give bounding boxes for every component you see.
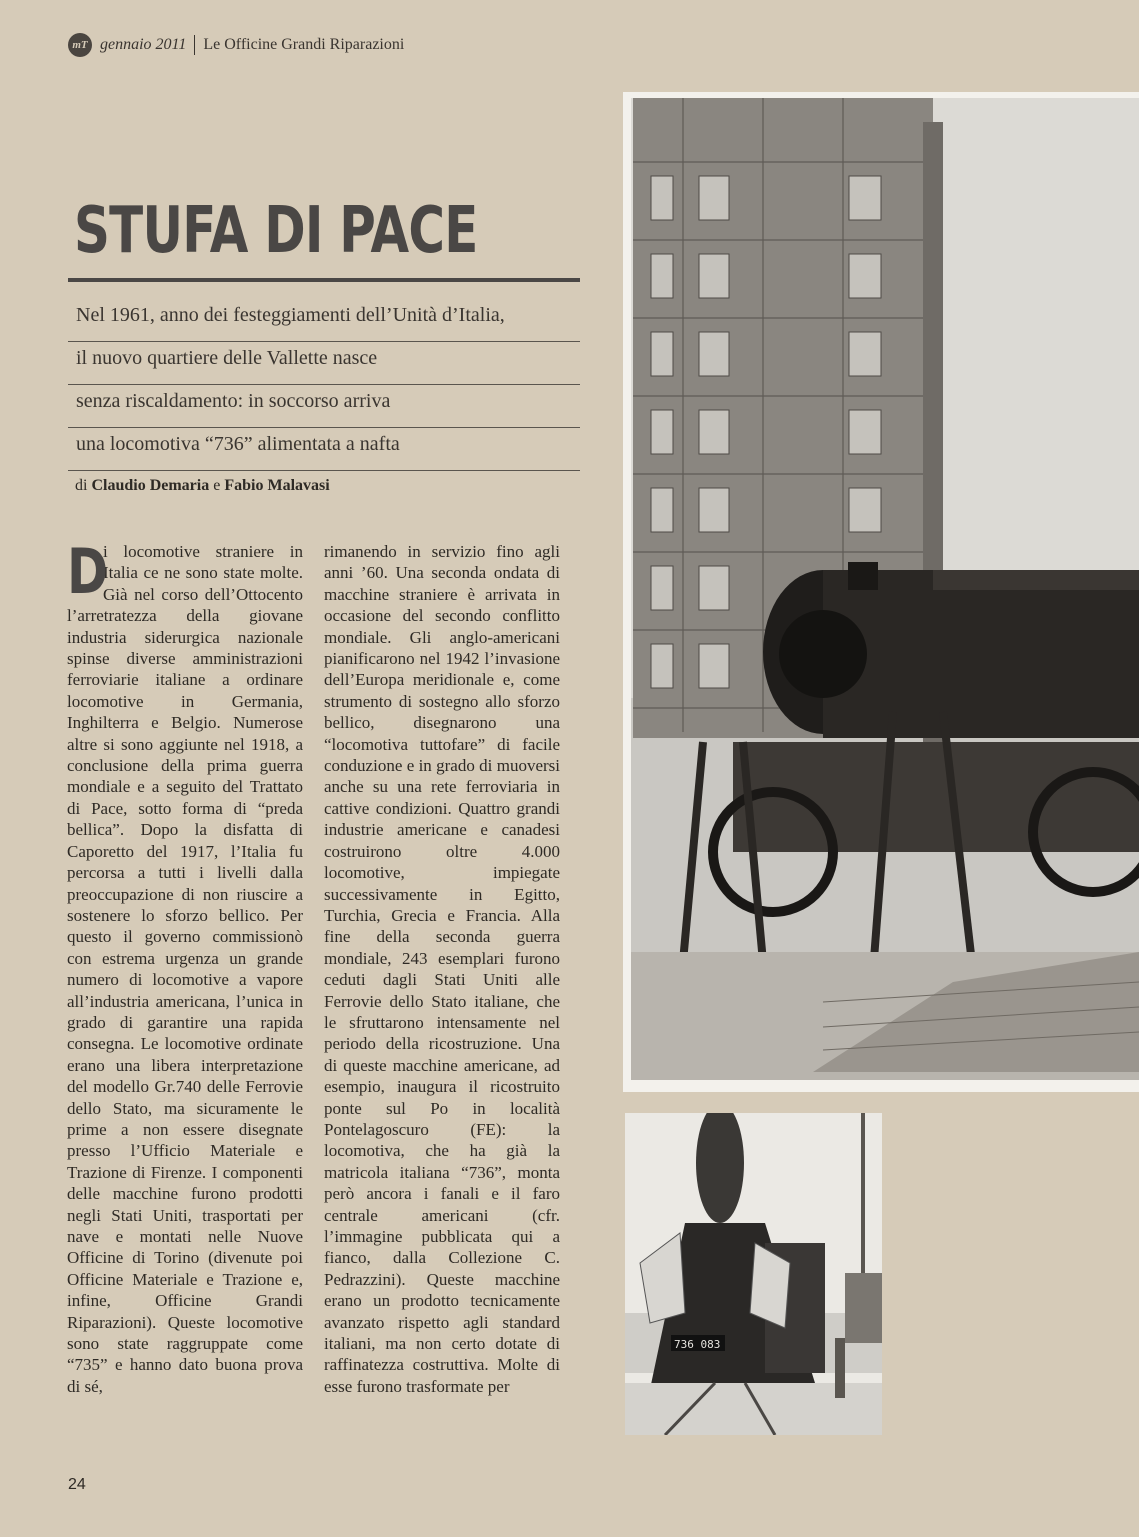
body-text: rimanendo in servizio fino agli anni ’60. Una seconda ondata di macchine straniere è arrivata in occasione del secondo conflitto mondiale. Gli anglo-americani pianificarono nel 1942 l’invasione dell’Europa meridionale e, come strumento di sostegno allo sforzo bellico, disegnarono una “locomotiva tuttofare” di facile conduzione e in grado di muoversi anche su una rete ferroviaria in cattive condizioni. Quattro grandi industrie americane e canadesi costruirono oltre 4.000 locomotive, impiegate successivamente in Egitto, Turchia, Grecia e Francia. Alla fine della seconda guerra mondiale, 243 esemplari furono ceduti dagli Stati Uniti alle Ferrovie dello Stato italiane, che le sfruttarono intensamente nel periodo della ricostruzione. Una di queste macchine americane, ad esempio, inaugura il ricostruito ponte sul Po in località Pontelagoscuro (FE): la locomotiva, che ha già la matricola italiana “736”, monta però ancora i fanali e il faro centrale americani (cfr. l’immagine pubblicata qui a fianco, dalla Collezione C. Pedrazzini). Queste macchine erano un prodotto tecnicamente avanzato rispetto agli standard italiani, ma non certo dotate di raffinatezza costruttiva. Molte di esse furono trasformate per xyxy=(324,542,560,1396)
photo-locomotive-736 xyxy=(625,1113,882,1435)
subtitle-line: il nuovo quartiere delle Vallette nasce xyxy=(68,343,580,385)
author-name: Claudio Demaria xyxy=(91,477,210,494)
subtitle-line: una locomotiva “736” alimentata a nafta xyxy=(68,429,580,471)
title-rule xyxy=(68,278,580,282)
photo-locomotive-tower xyxy=(623,92,1139,1092)
locomotive-plate: 736 083 xyxy=(674,1338,721,1351)
body-column-2 xyxy=(324,541,560,1397)
body-text: i locomotive straniere in Italia ce ne sono state molte. Già nel corso dell’Ottocento l’arretratezza della giovane industria siderurgica nazionale spinse diverse amministrazioni ferroviarie italiane a ordinare locomotive in Germania, Inghilterra e Belgio. Numerose altre si sono aggiunte nel 1918, a conclusione della prima guerra mondiale e a seguito del Trattato di Pace, sotto forma di “preda bellica”. Dopo la disfatta di Caporetto del 1917, l’Italia fu percorsa a tutti i livelli dalla preoccupazione di non riuscire a sostenere lo sforzo bellico. Per questo il governo commissionò con estrema urgenza un grande numero di locomotive a vapore all’industria americana, l’unica in grado di garantire una rapida consegna. Le locomotive ordinate erano una libera interpretazione del modello Gr.740 delle Ferrovie dello Stato, ma sicuramente le prime a non essere disegnate presso l’Ufficio Materiale e Trazione di Firenze. I componenti delle macchine furono prodotti negli Stati Uniti, trasportati per nave e montati nelle Nuove Officine di Torino (divenute poi Officine Materiale e Trazione e, infine, Officine Grandi Riparazioni). Queste locomotive sono state raggruppate come “735” e hanno dato buona prova di sé, xyxy=(67,542,303,1396)
running-header xyxy=(68,32,404,58)
byline-conjunction: e xyxy=(213,477,221,494)
article-title: STUFA DI PACE xyxy=(74,194,478,268)
magazine-logo: mT xyxy=(68,33,92,57)
subtitle-line: senza riscaldamento: in soccorso arriva xyxy=(68,386,580,428)
article-subtitle xyxy=(68,300,580,472)
body-column-1 xyxy=(67,535,303,1397)
subtitle-line: Nel 1961, anno dei festeggiamenti dell’Unità d’Italia, xyxy=(68,300,580,342)
section-name: Le Officine Grandi Riparazioni xyxy=(203,36,405,53)
header-divider xyxy=(194,35,195,55)
issue-date: gennaio 2011 xyxy=(100,36,187,53)
drop-cap: D xyxy=(67,535,109,608)
byline-prefix: di xyxy=(75,477,88,494)
author-name: Fabio Malavasi xyxy=(224,477,330,494)
byline xyxy=(75,477,330,495)
page-number: 24 xyxy=(68,1476,86,1493)
